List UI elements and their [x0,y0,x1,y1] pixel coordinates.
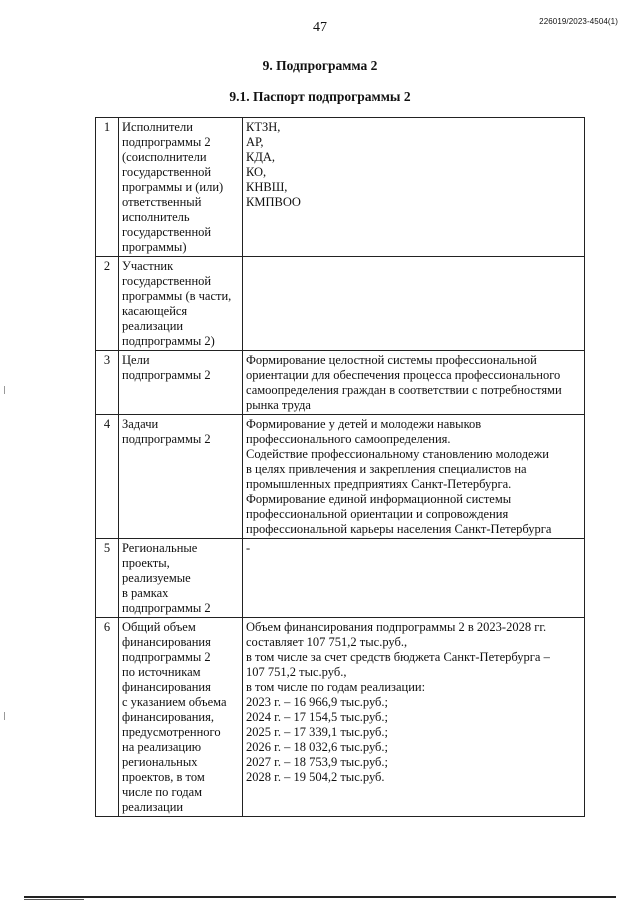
row-content-line: КНВШ, [246,180,288,194]
row-label-line: Задачи [122,417,159,431]
row-content-line: ориентации для обеспечения процесса профессионального [246,368,561,382]
row-number: 1 [96,118,119,257]
table-row [96,118,585,257]
bottom-scan-edge [24,899,84,900]
row-label-line: Цели [122,353,150,367]
row-content-line: 2027 г. – 18 753,9 тыс.руб.; [246,755,389,769]
scan-margin-mark [4,386,5,394]
row-label-cell [119,415,243,539]
row-label-line: с указанием объема [122,695,227,709]
row-label-line: числе по годам [122,785,203,799]
row-content-line: в целях привлечения и закрепления специалистов на [246,462,527,476]
row-label-line: в рамках [122,586,169,600]
row-label-line: программы) [122,240,187,254]
row-label-line: на реализацию [122,740,202,754]
row-content-line: АР, [246,135,264,149]
row-number: 3 [96,351,119,415]
row-label-line: региональных [122,755,198,769]
row-content-line: Содействие профессиональному становлению молодежи [246,447,549,461]
row-label-line: Участник [122,259,174,273]
row-label-cell [119,118,243,257]
row-content-line: профессиональной ориентации и сопровождения [246,507,509,521]
table-row [96,257,585,351]
row-content-line: 2024 г. – 17 154,5 тыс.руб.; [246,710,389,724]
document-registration-code: 226019/2023-4504(1) [539,17,618,26]
row-number: 2 [96,257,119,351]
row-label-line: по источникам [122,665,201,679]
row-label-line: подпрограммы 2 [122,432,211,446]
row-label-line: предусмотренного [122,725,221,739]
row-label-line: финансирования, [122,710,214,724]
row-content-line: рынка труда [246,398,311,412]
row-content-line: профессиональной карьеры населения Санкт-Петербурга [246,522,552,536]
bottom-scan-edge [24,896,616,898]
row-content-line: КТЗН, [246,120,281,134]
row-content-line: 2023 г. – 16 966,9 тыс.руб.; [246,695,389,709]
row-content-cell [243,257,585,351]
row-content-cell [243,618,585,817]
row-content-line: Формирование у детей и молодежи навыков [246,417,482,431]
section-title: 9. Подпрограмма 2 [262,58,378,73]
row-label-cell [119,539,243,618]
row-content-line: КДА, [246,150,276,164]
row-content-cell [243,118,585,257]
row-content-line: составляет 107 751,2 тыс.руб., [246,635,408,649]
row-label-line: Общий объем [122,620,196,634]
table-row [96,351,585,415]
row-label-line: подпрограммы 2) [122,334,215,348]
scan-margin-mark [4,712,5,720]
row-number: 6 [96,618,119,817]
row-label-line: реализуемые [122,571,191,585]
row-label-line: подпрограммы 2 [122,135,211,149]
row-label-line: (соисполнители [122,150,207,164]
row-content-line: промышленных предприятиях Санкт-Петербурга. [246,477,512,491]
row-content-line: профессионального самоопределения. [246,432,451,446]
row-content-line: КМПВОО [246,195,301,209]
row-content-cell [243,539,585,618]
row-label-line: ответственный [122,195,202,209]
row-number: 5 [96,539,119,618]
row-content-cell [243,415,585,539]
row-content-line: КО, [246,165,267,179]
row-label-line: реализации [122,800,184,814]
table-row [96,618,585,817]
row-label-line: проекты, [122,556,170,570]
passport-table-body [96,118,585,817]
row-label-line: финансирования [122,680,211,694]
row-label-cell [119,351,243,415]
row-content-line: в том числе за счет средств бюджета Санкт-Петербурга – [246,650,550,664]
row-label-line: государственной [122,274,212,288]
row-content-line: 2026 г. – 18 032,6 тыс.руб.; [246,740,389,754]
row-label-line: исполнитель [122,210,190,224]
row-content-line: Формирование единой информационной системы [246,492,512,506]
row-content-line: в том числе по годам реализации: [246,680,426,694]
table-row [96,539,585,618]
subprogram-passport-table [95,117,585,817]
row-label-line: финансирования [122,635,211,649]
row-content-line: 2028 г. – 19 504,2 тыс.руб. [246,770,385,784]
row-label-cell [119,618,243,817]
row-label-line: государственной [122,165,212,179]
row-label-line: подпрограммы 2 [122,601,211,615]
row-label-line: подпрограммы 2 [122,368,211,382]
row-content-line: 2025 г. – 17 339,1 тыс.руб.; [246,725,389,739]
page-number: 47 [313,20,327,35]
row-number: 4 [96,415,119,539]
row-content-line: Объем финансирования подпрограммы 2 в 2023-2028 гг. [246,620,547,634]
row-label-line: программы (в части, [122,289,232,303]
row-label-line: проектов, в том [122,770,205,784]
row-content-line: самоопределения граждан в соответствии с потребностями [246,383,562,397]
row-label-line: программы и (или) [122,180,224,194]
row-content-cell [243,351,585,415]
row-label-line: Исполнители [122,120,193,134]
table-row [96,415,585,539]
row-label-line: касающейся [122,304,188,318]
row-label-line: Региональные [122,541,198,555]
row-label-cell [119,257,243,351]
row-content-line: Формирование целостной системы профессиональной [246,353,537,367]
row-label-line: реализации [122,319,184,333]
row-label-line: государственной [122,225,212,239]
subsection-title: 9.1. Паспорт подпрограммы 2 [229,89,411,104]
row-content-line: - [246,541,251,555]
row-label-line: подпрограммы 2 [122,650,211,664]
row-content-line: 107 751,2 тыс.руб., [246,665,347,679]
